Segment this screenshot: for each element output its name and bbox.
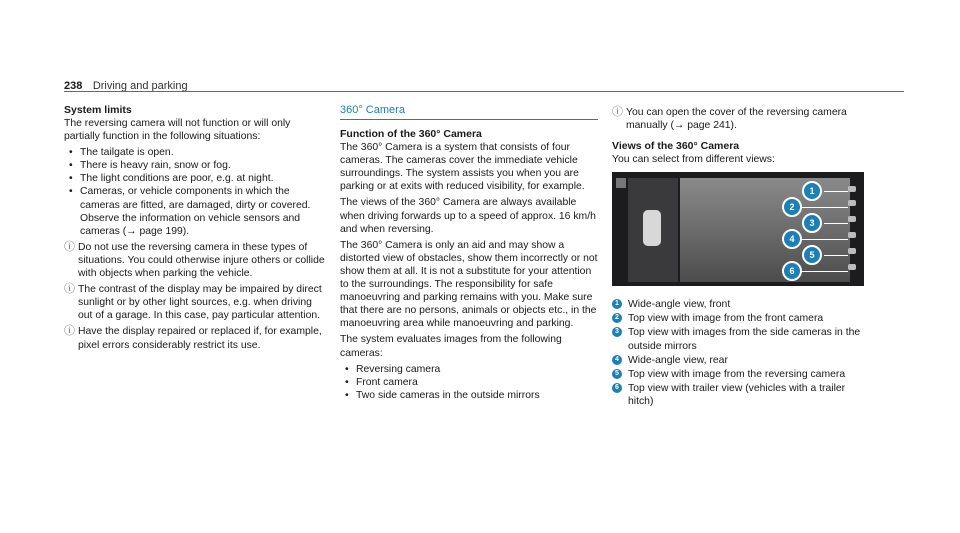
paragraph: The 360° Camera is a system that consists of four cameras. The cameras cover the immediate vehicle surroundings. The system assists you when you are parking or at exits with reduced visibility, for example. bbox=[340, 142, 585, 193]
list-item bbox=[612, 368, 867, 381]
info-icon: ⓘ bbox=[64, 283, 75, 296]
list-item: • There is heavy rain, snow or fog. bbox=[64, 159, 329, 172]
paragraph: The views of the 360° Camera are always available when driving forwards up to a speed of approx. 16 km/h and when reversing. bbox=[340, 197, 596, 235]
view-icon bbox=[848, 232, 856, 238]
camera-list bbox=[340, 363, 598, 402]
callout-1: 1 bbox=[802, 181, 822, 201]
camera-display-image bbox=[612, 172, 864, 286]
column-360-camera bbox=[340, 104, 598, 405]
list-item bbox=[612, 382, 867, 408]
callout-line bbox=[824, 223, 848, 224]
page-number: 238 bbox=[64, 80, 83, 92]
views-list bbox=[612, 298, 867, 408]
list-item: • Cameras, or vehicle components in which the cameras are fitted, are damaged, dirty or covered. Observe the information on vehicle sensors and cameras (→ page 199). bbox=[64, 185, 329, 237]
column-system-limits bbox=[64, 104, 329, 355]
view-text: Top view with images from the side cameras in the outside mirrors bbox=[628, 327, 861, 352]
note bbox=[64, 283, 329, 322]
view-icon bbox=[848, 216, 856, 222]
view-number: 3 bbox=[612, 327, 622, 337]
system-limits-list bbox=[64, 146, 329, 238]
info-icon: ⓘ bbox=[64, 240, 75, 253]
callout-3: 3 bbox=[802, 213, 822, 233]
note bbox=[64, 241, 329, 280]
callout-line bbox=[802, 271, 848, 272]
list-item: • Two side cameras in the outside mirrors bbox=[340, 389, 598, 402]
list-item bbox=[612, 298, 867, 311]
callout-5: 5 bbox=[802, 245, 822, 265]
paragraph: The 360° Camera is only an aid and may show a distorted view of obstacles, show them incorrectly or not show them at all. It is not a substitute for your attention to the surroundings. The responsibility for safe manoeuvring and parking remains with you. Make sure that there are no persons, animals or objects etc., in the manoeuvring area while manoeuvring and parking. bbox=[340, 239, 598, 330]
list-item: • The light conditions are poor, e.g. at night. bbox=[64, 172, 329, 185]
function-heading: Function of the 360° Camera bbox=[340, 128, 482, 141]
note-text: Do not use the reversing camera in these types of situations. You could otherwise injure others or collide with objects when parking the vehicle. bbox=[78, 241, 325, 280]
view-icon bbox=[848, 264, 856, 270]
camera-view-panel bbox=[680, 178, 850, 282]
view-number: 2 bbox=[612, 313, 622, 323]
view-text: Wide-angle view, rear bbox=[628, 354, 728, 366]
system-limits-intro: The reversing camera will not function or will only partially function in the following situations: bbox=[64, 118, 291, 143]
header-rule bbox=[64, 91, 904, 92]
callout-line bbox=[824, 255, 848, 256]
note-text: The contrast of the display may be impaired by direct sunlight or by other light sources, e.g. when driving out of a garage. In this case, pay particular attention. bbox=[78, 284, 322, 322]
view-number: 5 bbox=[612, 369, 622, 379]
car-icon bbox=[643, 210, 661, 246]
display-corner-icon bbox=[616, 178, 626, 188]
view-icon bbox=[848, 200, 856, 206]
view-text: Top view with trailer view (vehicles with a trailer hitch) bbox=[628, 382, 846, 407]
view-text: Top view with image from the front camera bbox=[628, 313, 824, 325]
callout-6: 6 bbox=[782, 261, 802, 281]
list-item: • Front camera bbox=[340, 376, 598, 389]
view-icon bbox=[848, 248, 856, 254]
views-heading: Views of the 360° Camera bbox=[612, 140, 740, 153]
note bbox=[612, 106, 867, 132]
note-text: You can open the cover of the reversing camera manually (→ page 241). bbox=[626, 107, 847, 132]
page-header bbox=[64, 76, 904, 90]
view-icon bbox=[848, 186, 856, 192]
callout-line bbox=[802, 207, 848, 208]
view-number: 1 bbox=[612, 299, 622, 309]
info-icon: ⓘ bbox=[612, 106, 623, 118]
list-item bbox=[612, 312, 867, 325]
list-item bbox=[612, 326, 867, 352]
callout-line bbox=[824, 191, 848, 192]
note-text: Have the display repaired or replaced if, for example, pixel errors considerably restrict its use. bbox=[78, 326, 322, 351]
list-item: • The tailgate is open. bbox=[64, 146, 329, 159]
callout-2: 2 bbox=[782, 197, 802, 217]
view-number: 4 bbox=[612, 355, 622, 365]
views-intro: You can select from different views: bbox=[612, 154, 775, 166]
view-text: Top view with image from the reversing camera bbox=[628, 368, 846, 380]
info-icon: ⓘ bbox=[64, 325, 75, 338]
view-text: Wide-angle view, front bbox=[628, 299, 731, 311]
note bbox=[64, 325, 329, 351]
list-item: • Reversing camera bbox=[340, 363, 598, 376]
view-number: 6 bbox=[612, 383, 622, 393]
callout-4: 4 bbox=[782, 229, 802, 249]
system-limits-heading: System limits bbox=[64, 104, 132, 116]
section-rule bbox=[340, 119, 598, 120]
page-title: Driving and parking bbox=[92, 80, 188, 92]
callout-line bbox=[802, 239, 848, 240]
list-item bbox=[612, 354, 867, 367]
paragraph: The system evaluates images from the following cameras: bbox=[340, 334, 562, 359]
column-views bbox=[612, 104, 867, 409]
section-title: 360° Camera bbox=[340, 104, 405, 116]
